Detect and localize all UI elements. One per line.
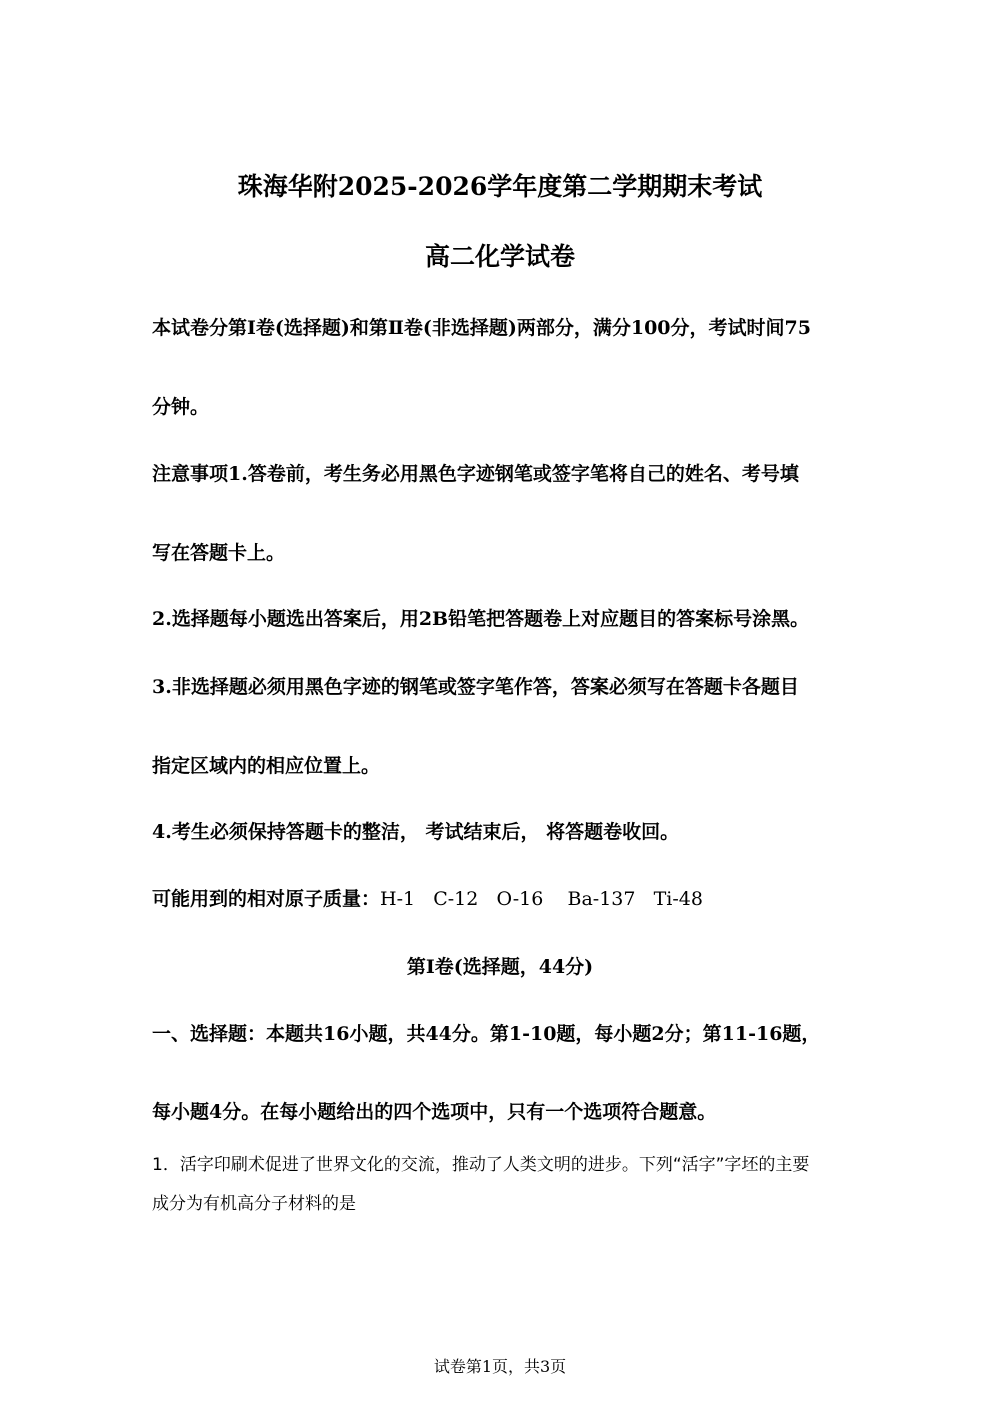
part1-instructions-line-1: 一、选择题：本题共16小题，共44分。第1-10题，每小题2分；第11-16题， [152, 1023, 821, 1045]
note-1-line-2: 写在答题卡上。 [152, 542, 286, 564]
intro-line-2: 分钟。 [152, 396, 210, 418]
note-1-line-1: 注意事项1.答卷前，考生务必用黑色字迹钢笔或签字笔将自己的姓名、考号填 [152, 463, 799, 485]
atomic-mass-label: 可能用到的相对原子质量： [152, 888, 381, 910]
question-1-line-2: 成分为有机高分子材料的是 [152, 1194, 356, 1214]
atomic-mass-values: H-1 C-12 O-16 Ba-137 Ti-48 [380, 888, 703, 910]
atomic-mass-line [152, 887, 703, 911]
exam-title: 珠海华附2025-2026学年度第二学期期末考试 [237, 172, 763, 201]
note-3-line-2: 指定区域内的相应位置上。 [152, 755, 381, 777]
note-3-line-1: 3.非选择题必须用黑色字迹的钢笔或签字笔作答，答案必须写在答题卡各题目 [152, 676, 799, 698]
page-footer: 试卷第1页，共3页 [433, 1357, 567, 1376]
part1-heading: 第Ⅰ卷(选择题，44分) [406, 956, 594, 978]
intro-line-1: 本试卷分第Ⅰ卷(选择题)和第Ⅱ卷(非选择题)两部分，满分100分，考试时间75 [152, 317, 811, 339]
exam-subtitle: 高二化学试卷 [424, 242, 575, 271]
question-1-line-1: 1．活字印刷术促进了世界文化的交流，推动了人类文明的进步。下列“活字”字坯的主要 [152, 1155, 810, 1175]
note-2: 2.选择题每小题选出答案后，用2B铅笔把答题卷上对应题目的答案标号涂黑。 [152, 608, 810, 630]
part1-instructions-line-2: 每小题4分。在每小题给出的四个选项中，只有一个选项符合题意。 [152, 1101, 717, 1123]
note-4: 4.考生必须保持答题卡的整洁， 考试结束后， 将答题卷收回。 [152, 821, 680, 843]
